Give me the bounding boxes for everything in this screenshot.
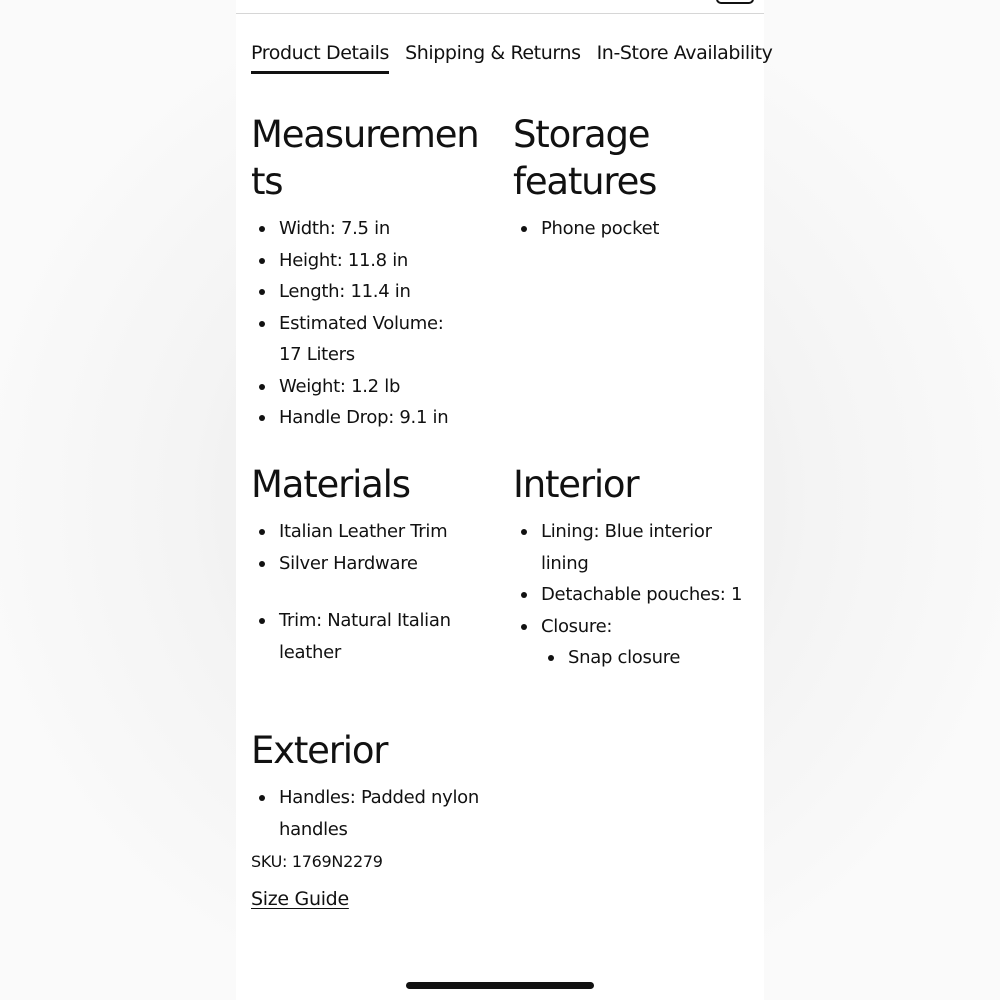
list-item: Height: 11.8 in	[251, 245, 481, 277]
list-item: Width: 7.5 in	[251, 213, 481, 245]
tab-shipping-returns[interactable]: Shipping & Returns	[405, 42, 581, 64]
exterior-heading: Exterior	[251, 729, 388, 772]
list-item: Weight: 1.2 lb	[251, 371, 481, 403]
tab-in-store-availability[interactable]: In-Store Availability	[596, 42, 773, 64]
exterior-section	[251, 727, 491, 845]
product-details-screen	[236, 0, 773, 1000]
materials-list	[251, 516, 491, 668]
list-item: Detachable pouches: 1	[513, 579, 753, 611]
size-guide-link[interactable]: Size Guide	[251, 888, 349, 910]
home-indicator[interactable]	[406, 982, 594, 989]
storage-features-section	[513, 111, 753, 245]
list-item: Estimated Volume: 17 Liters	[251, 308, 451, 371]
list-item: Phone pocket	[513, 213, 753, 245]
interior-section	[513, 461, 753, 674]
header-divider	[236, 13, 764, 14]
list-item: Trim: Natural Italian leather	[251, 605, 466, 668]
list-item: Handles: Padded nylon handles	[251, 782, 491, 845]
materials-heading: Materials	[251, 463, 410, 506]
list-item: Closure:	[513, 611, 753, 643]
measurements-heading: Measurements	[251, 113, 479, 203]
storage-features-heading: Storage features	[513, 113, 657, 203]
tab-product-details[interactable]: Product Details	[251, 42, 389, 70]
list-item: Length: 11.4 in	[251, 276, 481, 308]
interior-heading: Interior	[513, 463, 639, 506]
list-item: Silver Hardware	[251, 548, 491, 580]
measurements-list	[251, 213, 481, 434]
tab-bar	[251, 42, 773, 70]
header-button-edge[interactable]	[716, 0, 754, 4]
interior-list	[513, 516, 753, 674]
storage-features-list	[513, 213, 753, 245]
materials-section	[251, 461, 491, 668]
list-item: Handle Drop: 9.1 in	[251, 402, 481, 434]
sku-label: SKU: 1769N2279	[251, 852, 383, 871]
list-item: Italian Leather Trim	[251, 516, 491, 548]
exterior-list	[251, 782, 491, 845]
measurements-section	[251, 111, 481, 434]
list-item: Snap closure	[513, 642, 753, 674]
list-item: Lining: Blue interior lining	[513, 516, 713, 579]
